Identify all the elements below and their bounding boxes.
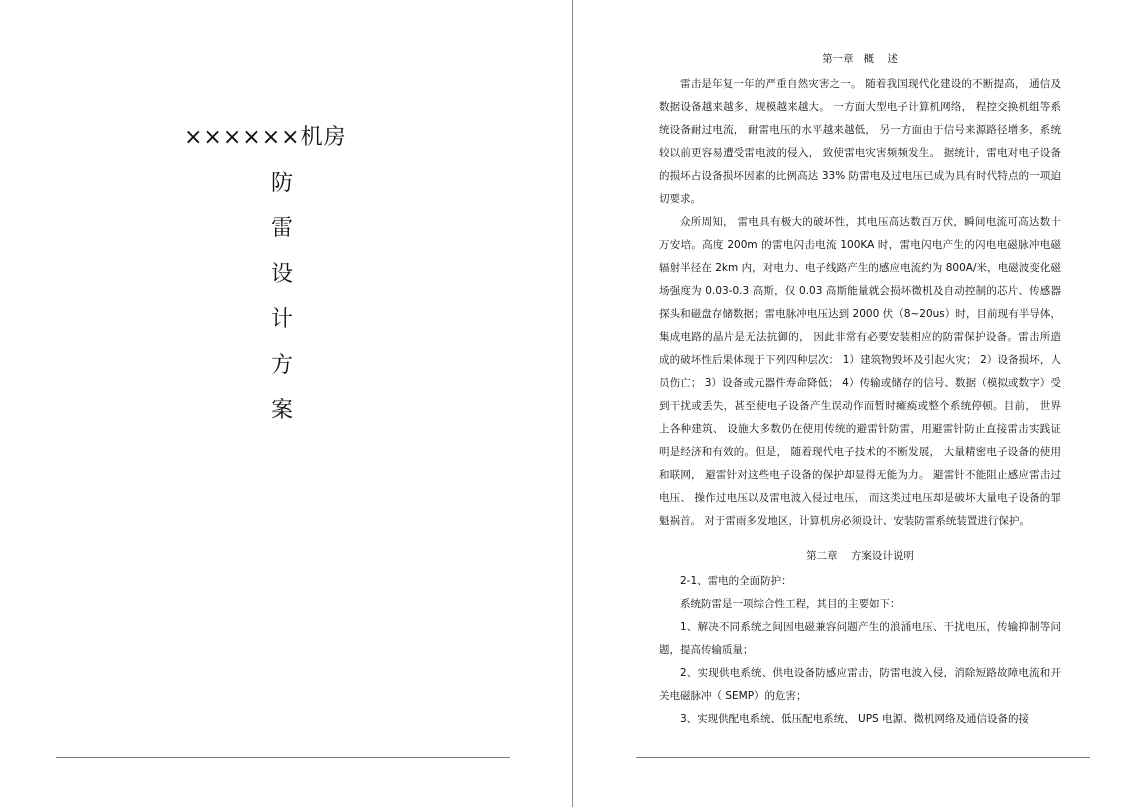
list-item: 2、实现供电系统、供电设备防感应雷击，防雷电波入侵，消除短路故障电流和开关电磁脉冲（ SEMP）的危害； xyxy=(659,667,1061,702)
cover-title: ××××××机房 xyxy=(184,125,347,150)
chapter-1-heading: 第一章 概 述 xyxy=(822,53,898,65)
cover-char: 防 xyxy=(270,171,293,196)
page-footer-line xyxy=(636,757,1090,758)
list-item: 1、解决不同系统之间因电磁兼容问题产生的浪涌电压、干扰电压，传输抑制等问题，提高传输质量； xyxy=(659,621,1061,656)
section-heading: 2-1、雷电的全面防护： xyxy=(680,575,792,587)
page-footer-line xyxy=(56,757,510,758)
cover-char: 计 xyxy=(270,307,293,332)
list-item: 3、实现供配电系统、低压配电系统、 UPS 电源、微机网络及通信设备的接 xyxy=(680,713,1030,725)
chapter-1-paragraph: 众所周知， 雷电具有极大的破坏性，其电压高达数百万伏，瞬间电流可高达数十万安培。高度 200m 的雷电闪击电流 100KA 时，雷电闪电产生的闪电电磁脉冲电磁辐射半径在 2km 内，对电力、电子线路产生的感应电流约为 800A/米，电磁波变化磁场强度为 0.03-0.3 高斯，仅 0.03 高斯能量就会损坏微机及自动控制的芯片、传感器探头和磁盘存储数据；雷电脉冲电压达到 2000 伏（8~20us）时，目前现有半导体， 集成电路的晶片是无法抗御的， 因此非常有必要安装相应的防雷保护设备。雷击所造成的破坏性后果体现于下列四种层次： 1）建筑物毁坏及引起火灾； 2）设备损坏，人员伤亡； 3）设备或元器件寿命降低； 4）传输或储存的信号、数据（模拟或数字）受到干扰或丢失，甚至使电子设备产生误动作而暂时瘫痪或整个系统停顿。目前， 世界上各种建筑、 设施大多数仍在使用传统的避雷针防雷，用避雷针防止直接雷击实践证明是经济和有效的。但是， 随着现代电子技术的不断发展， 大量精密电子设备的使用和联网， 避雷针对这些电子设备的保护却显得无能为力。 避雷针不能阻止感应雷击过电压、 操作过电压以及雷电波入侵过电压， 而这类过电压却是破坏大量电子设备的罪魁祸首。 对于雷雨多发地区，计算机房必须设计、安装防雷系统装置进行保护。 xyxy=(659,216,1061,527)
intro-text: 系统防雷是一项综合性工程，其目的主要如下： xyxy=(680,598,901,610)
cover-char: 方 xyxy=(270,353,293,378)
chapter-1-paragraph: 雷击是年复一年的严重自然灾害之一。 随着我国现代化建设的不断提高， 通信及数据设备越来越多，规模越来越大。 一方面大型电子计算机网络， 程控交换机组等系统设备耐过电流， 耐雷电压的水平越来越低， 另一方面由于信号来源路径增多，系统较以前更容易遭受雷电波的侵入， 致使雷电灾害频频发生。 据统计，雷电对电子设备的损坏占设备损坏因素的比例高达 33% 防雷电及过电压已成为具有时代特点的一项迫切要求。 xyxy=(659,78,1061,205)
cover-char: 案 xyxy=(270,398,293,423)
chapter-2-heading: 第二章 方案设计说明 xyxy=(806,550,914,562)
cover-char: 雷 xyxy=(270,216,293,241)
cover-char: 设 xyxy=(270,262,293,287)
page-content xyxy=(659,50,1061,731)
content-page xyxy=(573,0,1143,807)
